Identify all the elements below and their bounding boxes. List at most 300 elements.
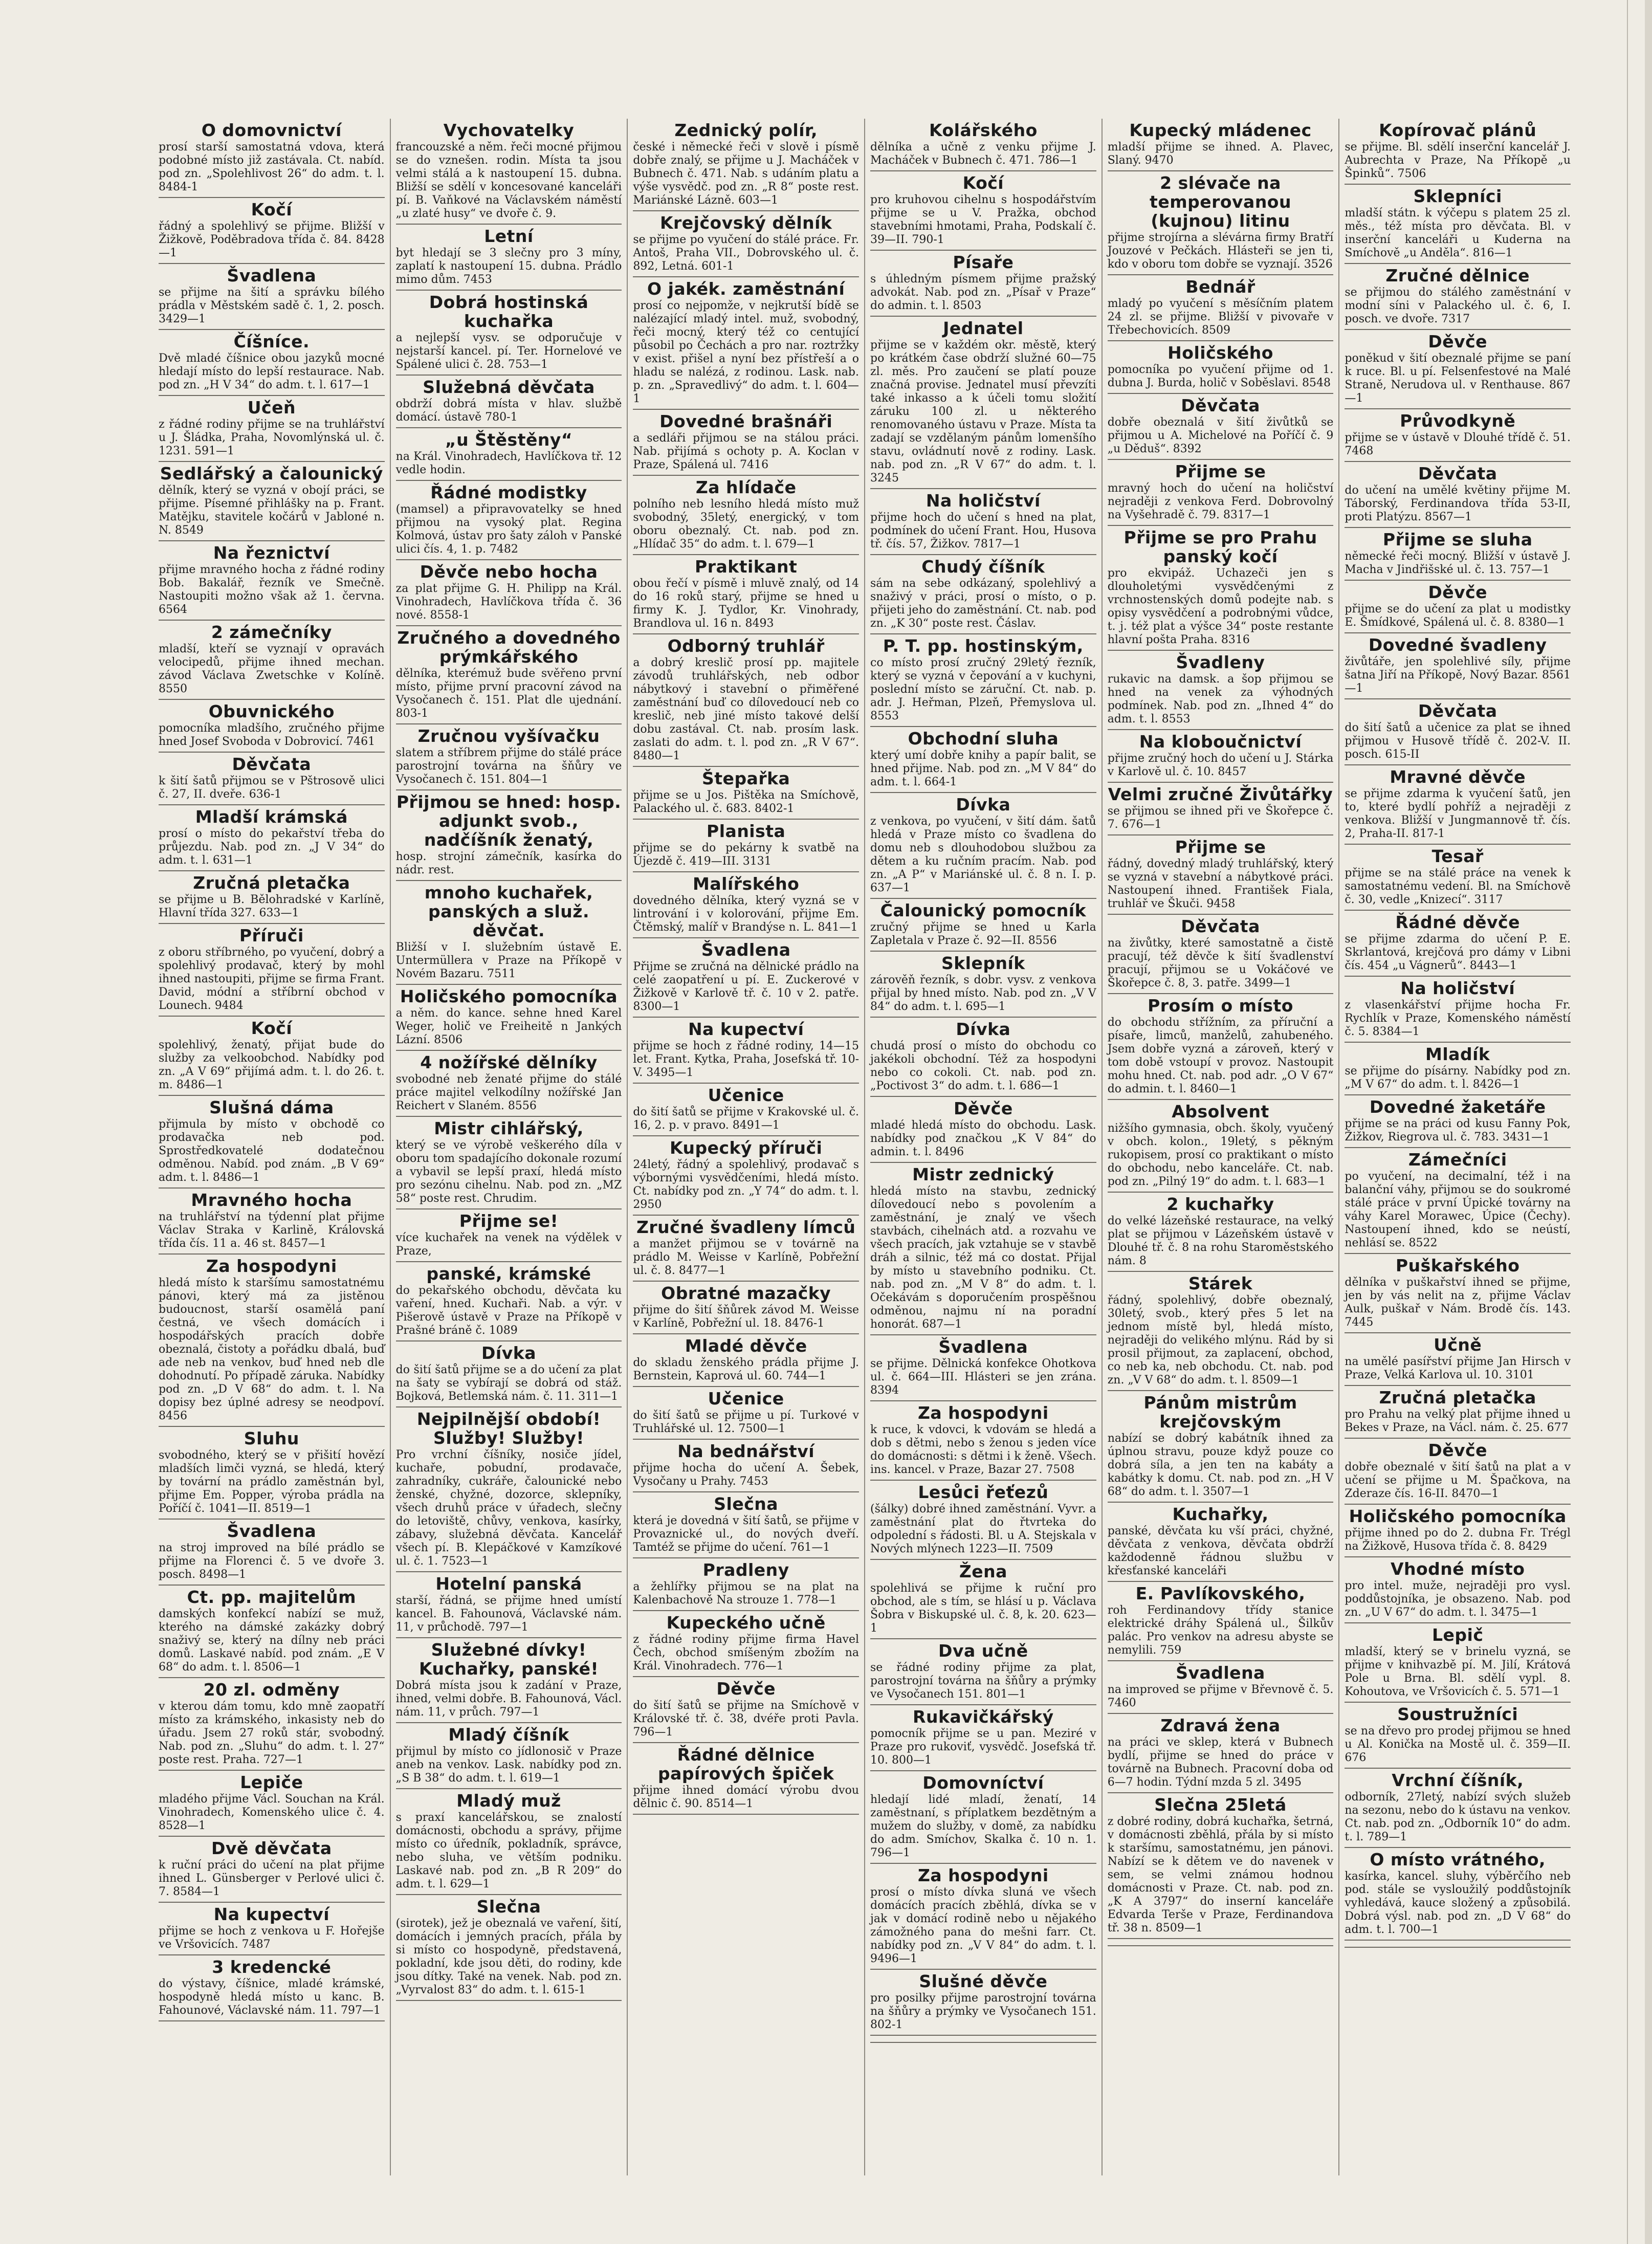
ad-text: dovedného dělníka, který vyzná se v lintrování i v kolorování, přijme Em. Čtěmský, malíř v Brandýse n. L. 841—1	[633, 894, 860, 934]
ad-text: hosp. strojní zámečník, kasírka do nádr. rest.	[395, 850, 622, 876]
ad-text: přijme mravného hocha z řádné rodiny Bob. Bakalář, řezník ve Smečně. Nastoupiti možno však až 1. června. 6564	[159, 563, 385, 616]
ad-text: který umí dobře knihy a papír balit, se hned přijme. Nab. pod zn. „M V 84“ do adm. t. l. 664-1	[870, 749, 1096, 788]
ad-text: se na dřevo pro prodej přijmou se hned u Al. Konička na Mostě ul. č. 359—II. 676	[1345, 1725, 1571, 1764]
classified-ad	[633, 1018, 859, 1084]
ad-heading: Odborný truhlář	[667, 636, 825, 656]
classified-ad	[159, 119, 385, 198]
ad-text: přijme se u Jos. Pištěka na Smíchově, Palackého ul. č. 683. 8402-1	[633, 789, 860, 815]
classified-ad	[633, 1387, 859, 1440]
ad-heading: Mravné děvče	[1390, 767, 1526, 787]
classified-ad	[159, 264, 385, 330]
classified-ad	[159, 541, 385, 621]
ad-text: přijmul by místo co jídlonosič v Praze aneb na venkov. Lask. nabídky pod zn. „S B 38“ do adm. t. l. 619—1	[395, 1745, 622, 1785]
classified-ad	[633, 1282, 859, 1334]
ad-text: rukavic na damsk. a šop přijmou se hned na venek za výhodných podmínek. Nab. pod zn. „Ihned 4“ do adm. t. l. 8553	[1107, 673, 1334, 725]
ad-text: do šití šatů a učenice za plat se ihned přijmou v Husově třídě č. 202-V. II. posch. 615-II	[1345, 721, 1571, 761]
ad-heading: Prosím o místo	[1148, 996, 1293, 1016]
classified-ad	[1345, 1623, 1571, 1703]
ad-heading: Slečna	[476, 1897, 541, 1917]
column-3	[628, 119, 865, 2175]
ad-heading: Přijmou se hned: hosp. adjunkt svob., nadčíšník ženatý,	[396, 792, 622, 850]
ad-text: s úhledným písmem přijme pražský advokát. Nab. pod zn. „Písař v Praze“ do admin. t. l. 8503	[870, 273, 1096, 312]
classified-ad	[159, 621, 385, 700]
ad-text: se přijme zdarma do učení P. E. Skrlantová, krejčová pro dámy v Libni čís. 454 „u Vágnerů“. 8443—1	[1345, 933, 1571, 972]
classified-ad	[870, 1771, 1096, 1864]
classified-ad	[1108, 1714, 1334, 1793]
ad-text: přijmula by místo v obchodě co prodavačka neb pod. Sprostředkovatelé dodatečnou odměnou. Nabíd. pod znám. „B V 69“ adm. t. l. 8486—1	[159, 1118, 385, 1184]
ad-heading: Na kloboučnictví	[1139, 732, 1302, 752]
ad-heading: panské, krámské	[426, 1264, 591, 1284]
ad-heading: Na řeznictví	[213, 543, 330, 563]
ad-heading: Dva učně	[938, 1641, 1028, 1661]
column-6	[1339, 119, 1576, 2175]
ad-heading: 2 zámečníky	[211, 622, 332, 642]
ad-text: na stroj improved na bílé prádlo se přijme na Florenci č. 5 ve dvoře 3. posch. 8498—1	[159, 1542, 385, 1581]
classified-ad	[396, 1117, 622, 1209]
ad-text: poněkud v šití obeznalé přijme se paní k ruce. Bl. u pí. Felsenfestové na Malé Straně, Nerudova ul. v Renthause. 867—1	[1345, 352, 1571, 405]
ad-heading: 3 kredencké	[212, 1957, 332, 1977]
ad-heading: Služebná děvčata	[423, 377, 595, 397]
classified-ad	[1345, 528, 1571, 581]
ad-heading: Absolvent	[1172, 1102, 1269, 1121]
ad-text: slatem a stříbrem přijme do stálé práce parostrojní továrna na šňůry ve Vysočanech č. 151. 804—1	[395, 746, 622, 786]
ad-heading: Sluhu	[244, 1428, 299, 1448]
ad-text: dobře obeznalá v šití živůtků se přijmou u A. Michelové na Poříčí č. 9 „u Děduš“. 8392	[1107, 416, 1334, 455]
ad-text: polního neb lesního hledá místo muž svobodný, 35letý, energický, v tom oboru obeznalý. Ct. nab. pod zn. „Hlídač 35“ do adm. t. l. 679—1	[633, 498, 860, 551]
ad-text: dělník, který se vyzná v obojí práci, se přijme. Písemné přihlášky na p. Frant. Matějku, stavitele kočárů v Jabloné n. N. 8549	[159, 484, 385, 537]
classified-ad	[159, 1771, 385, 1837]
classified-ad	[396, 724, 622, 790]
ad-text: byt hledají se 3 slečny pro 3 míny, zaplatí k nastoupení 15. dubna. Prádlo mimo dům. 7453	[395, 247, 622, 286]
classified-ad	[870, 171, 1096, 251]
ad-text: se přijme na šití a správku bílého prádla v Městském sadě č. 1, 2. posch. 3429—1	[159, 286, 385, 325]
ad-text: hledá místo na stavbu, zednický dílovedoucí nebo s povolením a zaměstnání, je znalý ve všech stavbách, cihelnách atd. a rozvahu ve všech pracích, jak vztahuje se v stavbě dráh a silnic, též má co dostat. Přijal by místo u stavebního podniku. Ct. nab. pod zn. „M V 8“ do adm. t. l. Očekávám s doporučením prospěšnou odměnou, najmu ní na poradní honorát. 687—1	[870, 1185, 1096, 1331]
ad-text: odborník, 27letý, nabízí svých služeb na sezonu, nebo do k ústavu na venkov. Ct. nab. pod zn. „Odborník 10“ do adm. t. l. 789—1	[1345, 1791, 1571, 1843]
ad-text: sám na sebe odkázaný, spolehlivý a snaživý v práci, prosí o místo, o p. přijeti jeho do zaměstnání. Ct. nab. pod zn. „K 30“ poste rest. Čáslav.	[870, 577, 1096, 630]
classified-ad	[633, 1334, 859, 1387]
ad-text: se přijme u B. Bělohradské v Karlíně, Hlavní třída 327. 633—1	[159, 893, 385, 919]
classified-ad	[1345, 845, 1571, 911]
classified-ad	[633, 555, 859, 634]
ad-heading: P. T. pp. hostinským,	[883, 636, 1084, 656]
classified-ad	[159, 1017, 385, 1096]
ad-heading: Kočí	[962, 173, 1004, 193]
ad-heading: Příruči	[239, 926, 304, 945]
classified-ad	[870, 1481, 1096, 1560]
ad-heading: Zámečníci	[1408, 1150, 1507, 1170]
ad-text: (šálky) dobré ihned zaměstnání. Vyvr. a zaměstnání plat do řtvrteka do odpolední s řádosti. Bl. u A. Stejskala v Nových mlýnech 1223—II. 7509	[870, 1503, 1096, 1555]
ad-text: z venkova, po vyučení, v šití dám. šatů hledá v Praze místo co švadlena do domu neb s dlouhodobou službou za dětem a ku ručním pracím. Nab. pod zn. „A P“ v Mariánské ul. č. 8 n. I. p. 637—1	[870, 815, 1096, 894]
ad-text: nabízí se dobrý kabátník ihned za úplnou stravu, pouze když pouze co dobrá síla, a jen ten na kabáty a kabátky k domu. Ct. nab. pod zn. „H V 68“ do adm. t. l. 3507—1	[1107, 1432, 1334, 1498]
classified-ad	[159, 753, 385, 805]
ad-heading: Děvčata	[1418, 464, 1497, 483]
classified-ad	[1345, 977, 1571, 1043]
ad-text: na Král. Vinohradech, Havlíčkova tř. 12 vedle hodin.	[395, 450, 622, 476]
classified-ad	[1108, 783, 1334, 835]
ad-text: Dobrá místa jsou k zadání v Praze, ihned, velmi dobře. B. Fahounová, Václ. nám. 11, v průch. 797—1	[395, 1679, 622, 1719]
ad-text: zručný přijme se hned u Karla Zapletala v Praze č. 92—II. 8556	[870, 921, 1096, 947]
classified-ad	[870, 119, 1096, 171]
ad-text: dobře obeznalé v šití šatů na plat a v učení se přijme u M. Špačkova, na Zderaze čís. 16-II. 8470—1	[1345, 1461, 1571, 1500]
classified-ad	[396, 1638, 622, 1723]
ad-heading: E. Pavlíkovského,	[1135, 1583, 1306, 1603]
ad-text: přijme se na stálé práce na venek k samostatnému vedení. Bl. na Smíchově č. 30, vedle „Knizecí“. 3117	[1345, 867, 1571, 906]
classified-ad	[633, 277, 859, 410]
ad-text: prosí starší samostatná vdova, která podobné místo již zastávala. Ct. nabíd. pod zn. „Spolehlivost 26“ do adm. t. l. 8484-1	[159, 141, 385, 193]
ad-text: mladého přijme Václ. Souchan na Král. Vinohradech, Komenského ulice č. 4. 8528—1	[159, 1793, 385, 1832]
ad-text: přijme se hoch z řádné rodiny, 14—15 let. Frant. Kytka, Praha, Josefská tř. 10-V. 3495—1	[633, 1040, 860, 1079]
ad-heading: Přijme se!	[459, 1211, 559, 1231]
classified-ad	[1108, 1272, 1334, 1391]
ad-heading: Domovníctví	[922, 1773, 1044, 1793]
classified-ad	[633, 767, 859, 820]
ad-heading: Slušná dáma	[209, 1097, 334, 1117]
ad-text: a žehlířky přijmou se na plat na Kalenbachově Na strouze 1. 778—1	[633, 1580, 860, 1607]
ad-text: do pekařského obchodu, děvčata ku vaření, hned. Kuchaři. Nab. a výr. v Pišerově ústavě v Praze na Příkopě v Prašné bráně č. 1089	[395, 1284, 622, 1337]
ad-text: se přijme po vyučení do stálé práce. Fr. Antoš, Praha VII., Dobrovského ul. č. 892, Letná. 601-1	[633, 233, 860, 273]
ad-heading: Děvče nebo hocha	[420, 562, 598, 582]
ad-text: se přijmou se ihned při ve Škořepce č. 7. 676—1	[1107, 805, 1334, 831]
ad-text: chudá prosí o místo do obchodu co jakékoli obchodní. Též za hospodyni nebo co cokoli. Ct. nab. pod zn. „Poctivost 3“ do adm. t. l. 686—1	[870, 1040, 1096, 1092]
classified-ad	[1345, 911, 1571, 977]
ad-text: hledá místo k staršímu samostatnému pánovi, který má za jistěnou budoucnost, starší osamělá paní čestná, ve všech domácích i hospodářských pracích dobře obeznalá, čistoty a pořádku dbalá, buď ade neb na venkov, buď hned neb dle dohodnutí. Po případě záruka. Nabídky pod zn. „D V 68“ do adm. t. l. Na dopisy bez úplné adresy se neodpoví. 8456	[159, 1277, 385, 1422]
classified-ad	[870, 1560, 1096, 1639]
ad-heading: Mistr cihlářský,	[434, 1118, 584, 1138]
ad-heading: Lesůci řeťezů	[918, 1482, 1049, 1502]
ad-text: z vlasenkářství přijme hocha Fr. Rychlík v Praze, Komenského náměstí č. 5. 8384—1	[1345, 999, 1571, 1038]
classified-ad	[396, 1723, 622, 1789]
classified-ad	[159, 1678, 385, 1771]
classified-ad	[396, 881, 622, 985]
ad-text: přijme se na práci od kusu Fanny Pok, Žižkov, Riegrova ul. č. 783. 3431—1	[1345, 1117, 1571, 1143]
ad-heading: Holičského pomocníka	[400, 986, 618, 1006]
ad-text: a nejlepší vysv. se odporučuje v nejstarší kancel. pí. Ter. Hornelové ve Spálené ulici č. 28. 753—1	[395, 332, 622, 371]
ad-heading: „u Štěstěny“	[445, 430, 573, 450]
ad-text: do učení na umělé květiny přijme M. Táborský, Ferdinandova třída 53-II, proti Platýzu. 8567—1	[1345, 484, 1571, 523]
classified-ad	[633, 1677, 859, 1743]
ad-heading: Děvče	[1428, 582, 1488, 602]
ad-text: Dvě mladé číšnice obou jazyků mocné hledají místo do lepší restaurace. Nab. pod zn. „H V 34“ do adm. t. l. 617—1	[159, 352, 385, 391]
ad-text: více kuchařek na venek na výdělek v Praze,	[395, 1231, 622, 1258]
ad-text: mladší, kteří se vyznají v opravách velocipedů, přijme ihned mechan. závod Václava Zwetschke v Kolíně. 8550	[159, 643, 385, 695]
ad-heading: Mistr zednický	[912, 1164, 1054, 1184]
ad-heading: Zdravá žena	[1160, 1715, 1281, 1735]
ad-heading: Rukavičkářský	[913, 1707, 1054, 1727]
ad-text: do šití šatů se přijme v Krakovské ul. č. 16, 2. p. v pravo. 8491—1	[633, 1106, 860, 1132]
ad-heading: Děvčata	[1181, 395, 1260, 415]
ad-text: za plat přijme G. H. Philipp na Král. Vinohradech, Havlíčkova třída č. 36 nové. 8558-1	[395, 582, 622, 622]
ad-heading: Zručného a dovedného prýmkářského	[397, 628, 621, 667]
ad-text: svobodné neb ženaté přijme do stálé práce majitel velkodílny nožířské Jan Reichert v Slaném. 8556	[395, 1073, 622, 1112]
classified-ad	[870, 489, 1096, 555]
ad-heading: Učenice	[708, 1085, 784, 1105]
ad-heading: Štepařka	[702, 768, 790, 788]
ad-heading: mnoho kuchařek, panských a služ. děvčat.	[424, 883, 593, 940]
ad-text: do šití šatů se přijme na Smíchově v Královské tř. č. 38, dvéře proti Pavla. 796—1	[633, 1699, 860, 1739]
ad-heading: Soustružníci	[1397, 1704, 1518, 1724]
classified-ad	[396, 1262, 622, 1341]
classified-ad	[396, 985, 622, 1051]
classified-ad	[633, 634, 859, 767]
ad-heading: Na holičství	[1400, 978, 1515, 998]
classified-ad	[159, 1255, 385, 1427]
classified-ad	[1108, 1193, 1334, 1272]
ad-text: a manžet přijmou se v továrně na prádlo M. Weisse v Karlíně, Pobřežní ul. č. 8. 8477—1	[633, 1238, 860, 1277]
ad-text: pro intel. muže, nejraději pro vysl. poddůstojníka, je obsazeno. Nab. pod zn. „U V 67“ do adm. t. l. 3475—1	[1345, 1579, 1571, 1619]
ad-text: mladší přijme se ihned. A. Plavec, Slaný. 9470	[1107, 141, 1334, 167]
classified-ad	[870, 1864, 1096, 1970]
classified-ad	[159, 1955, 385, 2021]
ad-heading: O domovnictví	[201, 120, 342, 140]
ad-heading: Čalounický pomocník	[880, 900, 1087, 920]
ad-text: německé řeči mocný. Bližší v ústavě J. Macha v Jindřišské ul. č. 13. 757—1	[1345, 550, 1571, 576]
ad-text: spolehlivá se přijme k ruční pro obchod, ale s tím, se hlásí u p. Václava Šobra v Biskupské ul. č. 8, k. 20. 623—1	[870, 1582, 1096, 1635]
ad-heading: Lepiče	[240, 1772, 303, 1792]
ad-heading: Děvče	[953, 1098, 1013, 1118]
ad-heading: Velmi zručné Živůtářky	[1108, 784, 1333, 804]
ad-text: k šití šatů přijmou se v Pštrosově ulici č. 27, II. dveře. 636-1	[159, 775, 385, 801]
ad-heading: Zručné švadleny límců	[636, 1217, 856, 1237]
ad-text: pro ekvipáž. Uchazeči jen s dlouholetými vysvědčenými z vrchnostenských domů podejte nab. s opisy vysvědčení a podrobnými vůdce, t. j. též plat a výšce 34“ poste restante hlavní pošta Praha. 8316	[1107, 567, 1334, 646]
ad-text: a dobrý kreslič prosí pp. majitele závodů truhlářských, neb odbor nábytkový i stavební o přiměřené zaměstnání buď co dílovedoucí neb co kreslič, neb jiné místo takové delší dobu zastával. Ct. nab. prosím lask. zaslati do adm. t. l. pod zn. „R V 67“. 8480—1	[633, 656, 860, 762]
classified-ad	[1108, 394, 1334, 460]
ad-heading: Kolářského	[929, 120, 1038, 140]
classified-ad	[396, 291, 622, 376]
classified-ad	[396, 225, 622, 291]
ad-heading: Řádné děvče	[1395, 912, 1520, 932]
ad-text: k ruce, k vdovci, k vdovám se hledá a dob s dětmi, nebo s ženou s jeden více do domácnosti: s dětmi i k ženě. Všech. ins. kancel. v Praze, Bazar 27. 7508	[870, 1423, 1096, 1476]
ad-text: přijme ihned po do 2. dubna Fr. Trégl na Žižkově, Husova třída č. 8. 8429	[1345, 1527, 1571, 1553]
ad-heading: Na holičství	[926, 491, 1041, 511]
ad-text: přijme se hoch z venkova u F. Hořejše ve Vršovicích. 7487	[159, 1925, 385, 1951]
classified-ad	[396, 560, 622, 626]
ad-text: a sedláři přijmou se na stálou práci. Nab. přijímá s ochoty p. A. Koclan v Praze, Spálená ul. 7416	[633, 432, 860, 471]
ad-text: svobodného, který se v přišití hovězí mladších limči vyzná, se hledá, který by tovární na prádlo zaměstnán byl, přijme Em. Popper, výroba prádla na Poříčí č. 1041—II. 8519—1	[159, 1449, 385, 1515]
ad-heading: Švadlena	[701, 940, 791, 960]
ad-text: se řádné rodiny přijme za plat, parostrojní továrna na šňůry a prýmky ve Vysočanech 151. 801—1	[870, 1661, 1096, 1701]
ad-text: Pro vrchní číšníky, nosiče jídel, kuchaře, pobudní, prodavače, zahradníky, cukráře, čalounické nebo ženské, chyžné, dozorce, sklepníky, všech druhů práce v úřadech, slečny do letoviště, chůvy, venkova, kasírky, zábavy, služebná děvčata. Kancelář všech pí. B. Klepáčkové v Kamzíkové ul. č. 1. 7523—1	[395, 1448, 622, 1568]
ad-text: pro kruhovou cihelnu s hospodářstvím přijme se u V. Pražka, obchod stavebními hmotami, Praha, Podskalí č. 39—II. 790-1	[870, 193, 1096, 246]
ad-text: a něm. do kance. sehne hned Karel Weger, holič ve Freiheitě n Jankých Lázní. 8506	[395, 1007, 622, 1046]
classified-ad	[1345, 1148, 1571, 1254]
classified-ad	[633, 476, 859, 555]
classified-ad	[1345, 409, 1571, 462]
ad-text: mravný hoch do učení na holičství nejraději z venkova Ferd. Dobrovolný na Vyšehradě č. 79. 8317—1	[1107, 482, 1334, 521]
ad-text: na umělé pasířství přijme Jan Hirsch v Praze, Velká Karlova ul. 10. 3101	[1345, 1355, 1571, 1381]
ad-heading: Ct. pp. majitelům	[187, 1587, 357, 1607]
classified-ad	[870, 1163, 1096, 1335]
ad-heading: 4 nožířské dělníky	[420, 1052, 598, 1072]
ad-heading: Děvče	[1428, 332, 1488, 351]
ad-heading: Tesař	[1431, 846, 1484, 866]
ad-heading: Zručná pletačka	[193, 873, 350, 893]
ad-heading: Dovedné brašnáři	[659, 411, 833, 431]
column-4	[865, 119, 1103, 2175]
classified-ad	[396, 790, 622, 881]
ad-heading: Učně	[1434, 1335, 1482, 1355]
ad-heading: Učeň	[247, 398, 296, 417]
classified-ad	[1345, 330, 1571, 409]
ad-heading: Za hospodyni	[206, 1256, 337, 1276]
ad-heading: Nejpilnější období! Služby! Služby!	[416, 1409, 601, 1448]
classified-ad	[870, 1018, 1096, 1097]
ad-heading: Děvčata	[232, 754, 312, 774]
ad-text: obou řečí v písmě i mluvě znalý, od 14 do 16 roků starý, přijme se hned u firmy K. J. Tydlor, Kr. Vinohrady, Brandlova ul. 16 n. 8493	[633, 577, 860, 630]
ad-heading: Mladší krámská	[195, 807, 348, 827]
ad-text: hledají lidé mladí, ženatí, 14 zaměstnaní, s příplatkem bezdětným a mužem do služby, v domě, za nabídku do adm. Smíchov, Skalka č. 10 n. 1. 796—1	[870, 1793, 1096, 1859]
ad-heading: Dovedné švadleny	[1368, 635, 1547, 655]
ad-heading: Bednář	[1185, 277, 1255, 297]
ad-text: dělníka a učně z venku přijme J. Macháček v Bubnech č. 471. 786—1	[870, 141, 1096, 167]
classified-ad	[159, 1586, 385, 1678]
classified-ad	[1345, 1386, 1571, 1439]
classified-ad	[1345, 1557, 1571, 1623]
ad-text: dělníka v puškařství ihned se přijme, jen by vás nelit na z, přijme Václav Aulk, puškař v Nám. Brodě čís. 143. 7445	[1345, 1276, 1571, 1329]
classified-ad	[633, 820, 859, 872]
ad-text: na improved se přijme v Břevnově č. 5. 7460	[1107, 1683, 1334, 1709]
ad-text: starší, řádná, se přijme hned umístí kancel. B. Fahounová, Václavské nám. 11, v průchodě. 797—1	[395, 1594, 622, 1634]
ad-text: živůtáře, jen spolehlivé síly, přijme šatna Jiří na Příkopě, Nový Bazar. 8561—1	[1345, 655, 1571, 695]
ad-text: se přijme zdarma k vyučení šatů, jen to, které bydlí pohříž a nejraději z venkova. Bližší v Jungmannově tř. čís. 2, Praha-II. 817-1	[1345, 787, 1571, 840]
ad-heading: Hotelní panská	[435, 1574, 582, 1594]
ad-text: přijme ihned domácí výrobu dvou dělnic č. 90. 8514—1	[633, 1784, 860, 1810]
classified-ad	[159, 1096, 385, 1189]
classified-ad	[1345, 1769, 1571, 1848]
classified-ad	[1108, 1391, 1334, 1503]
classified-ad	[633, 1440, 859, 1492]
classified-ad	[633, 1084, 859, 1136]
classified-ad	[1345, 1333, 1571, 1386]
ad-text: z dobré rodiny, dobrá kuchařka, šetrná, v domácnosti zběhlá, přála by si místo k staršímu, samostatnému, jen pánovi. Nabízí se k dětem ve do navenek v sem, se velmi známou hodnou domácnosti v Praze. Ct. nab. pod zn. „K A 3797“ do inserní kanceláře Edvarda Terše v Praze, Ferdinandova tř. 38 n. 8509—1	[1107, 1815, 1334, 1934]
ad-heading: Vychovatelky	[443, 120, 575, 140]
classified-ad	[396, 481, 622, 560]
classified-ad	[633, 938, 859, 1018]
ad-text: dělníka, kterémuž bude svěřeno první místo, přijme první pracovní závod na Vysočanech č. 151. Plat dle ujednání. 803-1	[395, 667, 622, 720]
ad-heading: Zednický polír,	[674, 120, 818, 140]
ad-heading: Zručné dělnice	[1385, 266, 1530, 285]
ad-heading: Dívka	[956, 1019, 1011, 1039]
classified-ad	[159, 924, 385, 1017]
classified-ad	[159, 1837, 385, 1903]
ad-heading: Písaře	[953, 252, 1014, 272]
classified-columns	[153, 119, 1576, 2175]
ad-heading: Průvodkyně	[1400, 411, 1516, 431]
classified-ad	[1345, 1703, 1571, 1769]
classified-ad	[870, 1097, 1096, 1163]
ad-heading: Žena	[959, 1561, 1007, 1581]
ad-text: nižšího gymnasia, obch. školy, vyučený v obch. kolon., 19letý, s pěkným rukopisem, prosí co praktikant o místo do obchodu, nebo kanceláře. Ct. nab. pod zn. „Pilný 19“ do adm. t. l. 683—1	[1107, 1122, 1334, 1188]
classified-ad	[1108, 1939, 1334, 1946]
ad-text: s praxí kancelářskou, se znalostí domácnosti, obchodu a správy, přijme místo co úředník, pokladník, správce, nebo sluha, ve větším podniku. Laskavé nab. pod zn. „B R 209“ do adm. t. l. 629—1	[395, 1811, 622, 1890]
ad-text: mladé hledá místo do obchodu. Lask. nabídky pod značkou „K V 84“ do admin. t. l. 8496	[870, 1119, 1096, 1158]
column-2	[391, 119, 628, 2175]
ad-heading: Řádné dělnice papírových špiček	[658, 1745, 834, 1784]
ad-heading: O jakék. zaměstnání	[647, 279, 845, 299]
ad-text: do šití šatů se přijme u pí. Turkové v Truhlářské ul. 12. 7500—1	[633, 1409, 860, 1435]
classified-ad	[1108, 1661, 1334, 1714]
ad-heading: Obuvnického	[208, 701, 335, 721]
classified-ad	[1345, 633, 1571, 699]
ad-text: do velké lázeňské restaurace, na velký plat se přijmou v Lázeňském ústavě v Dlouhé tř. č. 8 na rohu Staroměstského nám. 8	[1107, 1215, 1334, 1267]
ad-text: se přijme. Dělnická konfekce Ohotkova ul. č. 664—III. Hlásteri se jen zrána. 8394	[870, 1357, 1096, 1397]
ad-text: Bližší v I. služebním ústavě E. Untermüllera v Praze na Příkopě v Novém Bazaru. 7511	[395, 941, 622, 980]
classified-ad	[159, 1903, 385, 1955]
ad-heading: Dovedné žaketáře	[1369, 1097, 1546, 1117]
classified-ad	[1108, 835, 1334, 915]
ad-heading: Dívka	[481, 1343, 536, 1363]
classified-ad	[396, 1209, 622, 1262]
ad-text: 24letý, řádný a spolehlivý, prodavač s výbornými vysvědčeními, hledá místo. Ct. nabídky pod zn. „Y 74“ do adm. t. l. 2950	[633, 1158, 860, 1211]
classified-ad	[633, 1611, 859, 1677]
classified-ad	[1345, 1254, 1571, 1333]
ad-text: k ruční práci do učení na plat přijme ihned L. Günsberger v Perlové ulici č. 7. 8584—1	[159, 1859, 385, 1898]
ad-heading: Za hospodyni	[917, 1865, 1049, 1885]
classified-ad	[396, 1895, 622, 2001]
classified-ad	[633, 872, 859, 938]
classified-ad	[396, 1051, 622, 1117]
ad-heading: Lepič	[1431, 1625, 1484, 1645]
ad-heading: Děvčata	[1418, 701, 1497, 721]
ad-text: řádný a spolehlivý se přijme. Bližší v Žižkově, Poděbradova třída č. 84. 8428—1	[159, 220, 385, 259]
classified-ad	[159, 396, 385, 462]
ad-heading: Švadlena	[1176, 1663, 1265, 1683]
ad-text: do šití šatů přijme se a do učení za plat na šaty se vybírají se dobrá od stáž. Bojková, Betlemská nám. č. 11. 311—1	[395, 1363, 622, 1403]
ad-heading: Dívka	[956, 795, 1011, 815]
classified-ad	[870, 1335, 1096, 1401]
ad-text: přijme hocha do učení A. Šebek, Vysočany u Prahy. 7453	[633, 1462, 860, 1488]
classified-ad	[1345, 185, 1571, 264]
classified-ad	[396, 1572, 622, 1638]
ad-text: z řádné rodiny přijme firma Havel Čech, obchod smíšeným zbožím na Král. Vinohradech. 776—1	[633, 1633, 860, 1673]
ad-text: se přijme do písárny. Nabídky pod zn. „M V 67“ do adm. t. l. 8426—1	[1345, 1065, 1571, 1091]
ad-heading: Zručnou vyšívačku	[417, 726, 600, 746]
ad-heading: Planista	[707, 821, 786, 841]
ad-text: prosí o místo do pekařství třeba do průjezdu. Nab. pod zn. „J V 34“ do adm. t. l. 631—1	[159, 827, 385, 867]
classified-ad	[1345, 1439, 1571, 1505]
ad-heading: Učenice	[708, 1389, 784, 1409]
ad-heading: Přijme se pro Prahu panský kočí	[1124, 527, 1317, 566]
ad-heading: Kuchařky,	[1172, 1504, 1269, 1524]
classified-ad	[1345, 119, 1571, 185]
ad-heading: Praktikant	[695, 557, 798, 577]
ad-heading: Děvče	[716, 1679, 776, 1699]
ad-heading: 2 slévače na temperovanou (kujnou) litinu	[1150, 173, 1291, 231]
ad-text: přijme do šití šňůrek závod M. Weisse v Karlíně, Pobřežní ul. 18. 8476-1	[633, 1304, 860, 1330]
ad-text: české i německé řeči v slově i písmě dobře znalý, se přijme u J. Macháček v Bubnech č. 471. Nab. s udáním platu a výše vysvědč. pod zn. „R 8“ poste rest. Mariánské Lázně. 603—1	[633, 141, 860, 207]
ad-text: na práci ve sklep, která v Bubnech bydlí, přijme se hned do práce v továrně na Bubnech. Pracovní doba od 6—7 hodin. Týdní mzda 5 zl. 3495	[1107, 1736, 1334, 1789]
ad-heading: Letní	[484, 226, 534, 246]
ad-heading: Stárek	[1188, 1273, 1253, 1293]
ad-text: přijme se v každém okr. městě, který po krátkém čase obdrží služné 60—75 zl. měs. Pro zaučení se platí pouze značná provise. Jednatel musí převzíti také inkasso a k účeli tomu složití záruku 100 zl. u některého renomovaného ústavu v Praze. Místa ta zadají se vzdělaným pánům lomenšího stavu, ovládnutí nově z rodiny. Lask. nab. pod zn. „R V 67“ do adm. t. l. 3245	[870, 339, 1096, 485]
classified-ad	[396, 1789, 622, 1895]
ad-text: prosí o místo dívka sluná ve všech domácích pracích zběhlá, dívka se v jak v domácí rodině nebo u nějakého zámožného pana do mešni farr. Ct. nabídky pod zn. „V V 84“ do adm. t. l. 9496—1	[870, 1886, 1096, 1965]
classified-ad	[159, 198, 385, 264]
classified-ad	[1345, 699, 1571, 765]
ad-heading: Za hlídače	[695, 477, 797, 497]
ad-text: panské, děvčata ku vší práci, chyžné, děvčata z venkova, děvčata obdrží každodenně řádnou službu v křesťanské kanceláři	[1107, 1525, 1334, 1577]
classified-ad	[159, 805, 385, 871]
ad-heading: Pradleny	[702, 1560, 789, 1580]
classified-ad	[159, 1427, 385, 1520]
ad-heading: 2 kuchařky	[1166, 1194, 1274, 1214]
ad-text: zárověň řezník, s dobr. vysv. z venkova přijal by hned místo. Nab. pod zn. „V V 84“ do adm. t. l. 695—1	[870, 974, 1096, 1013]
classified-ad	[1345, 1848, 1571, 1941]
ad-text: pomocník přijme se u pan. Meziré v Praze pro rukoviť, vysvědč. Josefská tř. 10. 800—1	[870, 1727, 1096, 1767]
classified-ad	[870, 1401, 1096, 1481]
ad-text: (mamsel) a připravovatelky se hned přijmou na vysoký plat. Regina Kolmová, ústav pro šaty záloh v Panské ulici čís. 4, 1. p. 7482	[395, 503, 622, 556]
ad-heading: Dvě děvčata	[211, 1838, 332, 1858]
ad-text: přijme se do pekárny k svatbě na Újezdě č. 419—III. 3131	[633, 842, 860, 868]
